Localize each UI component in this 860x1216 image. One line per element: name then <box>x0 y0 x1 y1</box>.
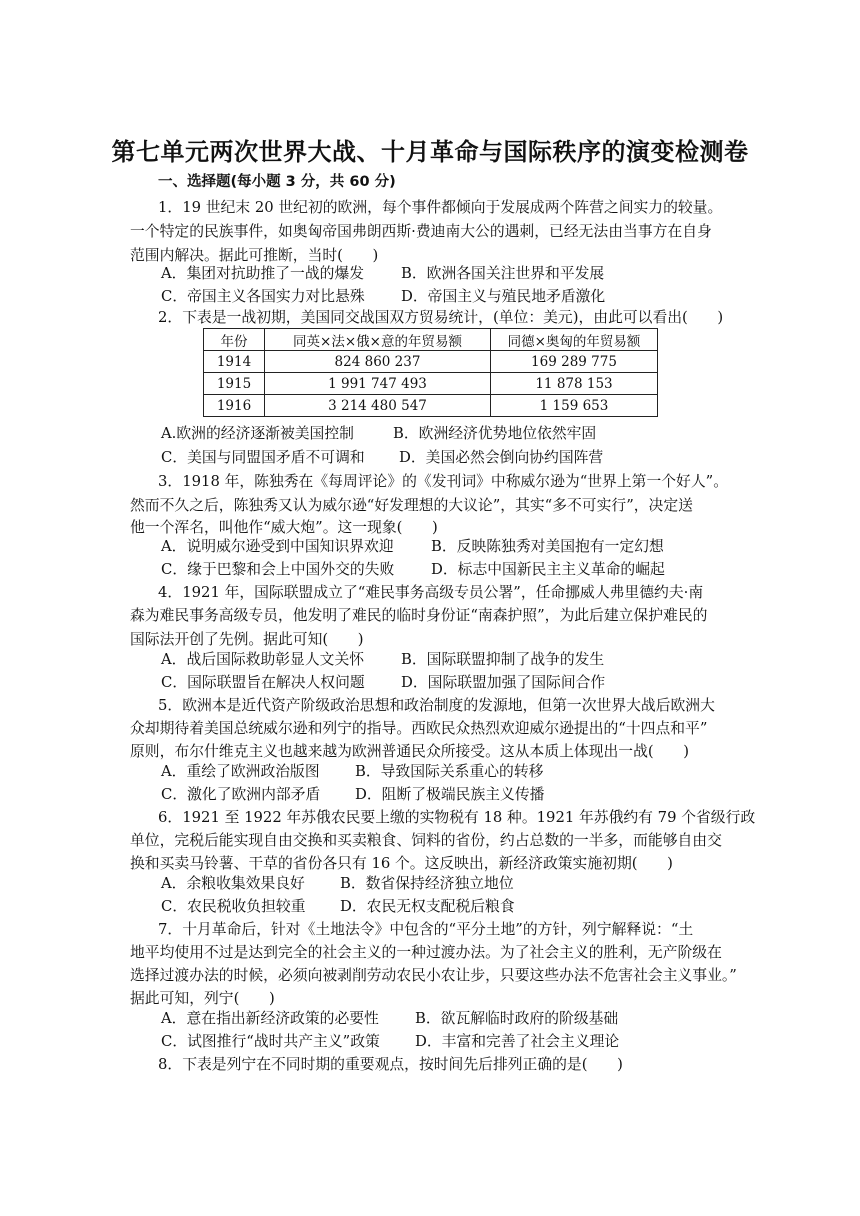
question-7-line-1: 7．十月革命后，针对《土地法令》中包含的“平分土地”的方针，列宁解释说：“土 <box>158 921 694 938</box>
table-cell: 3 214 480 547 <box>265 395 491 417</box>
table-header: 年份 <box>204 329 265 351</box>
question-7-option-a: A．意在指出新经济政策的必要性 <box>161 1010 379 1027</box>
table-cell: 824 860 237 <box>265 351 491 373</box>
question-2-option-d: D．美国必然会倒向协约国阵营 <box>399 449 604 466</box>
question-4-line-2: 森为难民事务高级专员，他发明了难民的临时身份证“南森护照”，为此后建立保护难民的 <box>130 607 708 624</box>
question-3-option-d: D．标志中国新民主主义革命的崛起 <box>431 561 665 578</box>
question-7-option-b: B．欲瓦解临时政府的阶级基础 <box>415 1010 619 1027</box>
question-5-option-c: C．激化了欧洲内部矛盾 <box>161 786 321 803</box>
question-7-line-4: 据此可知，列宁( ) <box>130 990 275 1007</box>
table-cell: 11 878 153 <box>491 373 658 395</box>
question-2-option-b: B．欧洲经济优势地位依然牢固 <box>393 425 597 442</box>
table-row <box>204 395 658 417</box>
question-5-line-2: 众却期待着美国总统威尔逊和列宁的指导。西欧民众热烈欢迎威尔逊提出的“十四点和平” <box>130 720 708 737</box>
question-4-option-c: C．国际联盟旨在解决人权问题 <box>161 674 365 691</box>
question-4-line-3: 国际法开创了先例。据此可知( ) <box>130 631 364 648</box>
question-3-option-b: B．反映陈独秀对美国抱有一定幻想 <box>431 538 664 555</box>
question-3-line-3: 他一个浑名，叫他作“威大炮”。这一现象( ) <box>130 519 438 536</box>
table-header-row <box>204 329 658 351</box>
question-5-option-a: A．重绘了欧洲政治版图 <box>161 763 320 780</box>
question-5-option-d: D．阻断了极端民族主义传播 <box>355 786 545 803</box>
question-4-option-b: B．国际联盟抑制了战争的发生 <box>401 651 605 668</box>
question-4-option-a: A．战后国际救助彰显人文关怀 <box>161 651 365 668</box>
table-row <box>204 373 658 395</box>
question-2-option-a: A.欧洲的经济逐渐被美国控制 <box>161 425 354 442</box>
question-5-line-3: 原则，布尔什维克主义也越来越为欧洲普通民众所接受。这从本质上体现出一战( ) <box>130 743 690 760</box>
question-1-option-b: B．欧洲各国关注世界和平发展 <box>401 265 605 282</box>
question-6-option-d: D．农民无权支配税后粮食 <box>340 898 515 915</box>
question-6-line-2: 单位，完税后能实现自由交换和买卖粮食、饲料的省份，约占总数的一半多，而能够自由交 <box>130 832 722 849</box>
table-header: 同德×奥匈的年贸易额 <box>491 329 658 351</box>
trade-table <box>203 328 658 417</box>
question-5-line-1: 5．欧洲本是近代资产阶级政治思想和政治制度的发源地，但第一次世界大战后欧洲大 <box>158 697 715 714</box>
question-6-option-c: C．农民税收负担较重 <box>161 898 306 915</box>
table-cell: 1914 <box>204 351 265 373</box>
question-3-option-a: A．说明威尔逊受到中国知识界欢迎 <box>161 538 394 555</box>
question-6-line-1: 6．1921 至 1922 年苏俄农民要上缴的实物税有 18 种。1921 年苏俄约有 79 个省级行政 <box>158 809 756 826</box>
question-1-option-a: A．集团对抗助推了一战的爆发 <box>161 265 365 282</box>
question-6-line-3: 换和买卖马铃薯、干草的省份各只有 16 个。这反映出，新经济政策实施初期( ) <box>130 855 673 872</box>
question-1-option-d: D．帝国主义与殖民地矛盾激化 <box>401 288 606 305</box>
question-1-line-2: 一个特定的民族事件，如奥匈帝国弗朗西斯·费迪南大公的遇刺，已经无法由当事方在自身 <box>130 223 712 240</box>
question-2-option-c: C．美国与同盟国矛盾不可调和 <box>161 449 365 466</box>
question-3-option-c: C．缘于巴黎和会上中国外交的失败 <box>161 561 395 578</box>
section-heading: 一、选择题(每小题 3 分，共 60 分) <box>158 174 396 190</box>
table-cell: 169 289 775 <box>491 351 658 373</box>
question-4-line-1: 4．1921 年，国际联盟成立了“难民事务高级专员公署”，任命挪威人弗里德约夫·南 <box>158 584 704 601</box>
question-6-option-a: A．余粮收集效果良好 <box>161 875 305 892</box>
table-row <box>204 351 658 373</box>
table-cell: 1 159 653 <box>491 395 658 417</box>
question-7-line-2: 地平均使用不过是达到完全的社会主义的一种过渡办法。为了社会主义的胜利，无产阶级在 <box>130 944 722 961</box>
question-7-option-d: D．丰富和完善了社会主义理论 <box>415 1033 620 1050</box>
question-3-line-1: 3．1918 年，陈独秀在《每周评论》的《发刊词》中称威尔逊为“世界上第一个好人”。 <box>158 473 729 490</box>
question-8-line-1: 8．下表是列宁在不同时期的重要观点，按时间先后排列正确的是( ) <box>158 1056 623 1073</box>
page-title: 第七单元两次世界大战、十月革命与国际秩序的演变检测卷 <box>111 138 749 166</box>
question-6-option-b: B．数省保持经济独立地位 <box>340 875 514 892</box>
question-4-option-d: D．国际联盟加强了国际间合作 <box>401 674 606 691</box>
question-1-line-3: 范围内解决。据此可推断，当时( ) <box>130 247 379 264</box>
table-cell: 1916 <box>204 395 265 417</box>
question-1-line-1: 1．19 世纪末 20 世纪初的欧洲，每个事件都倾向于发展成两个阵营之间实力的较量。 <box>158 199 723 216</box>
question-1-option-c: C．帝国主义各国实力对比悬殊 <box>161 288 365 305</box>
question-5-option-b: B．导致国际关系重心的转移 <box>355 763 544 780</box>
table-cell: 1 991 747 493 <box>265 373 491 395</box>
question-7-option-c: C．试图推行“战时共产主义”政策 <box>161 1033 380 1050</box>
question-2-line-1: 2．下表是一战初期，美国同交战国双方贸易统计，(单位：美元)，由此可以看出( ) <box>158 309 724 326</box>
table-header: 同英×法×俄×意的年贸易额 <box>265 329 491 351</box>
question-7-line-3: 选择过渡办法的时候，必须向被剥削劳动农民小农让步，只要这些办法不危害社会主义事业。” <box>130 967 737 984</box>
table-cell: 1915 <box>204 373 265 395</box>
question-3-line-2: 然而不久之后，陈独秀又认为威尔逊“好发理想的大议论”，其实“多不可实行”，决定送 <box>130 497 693 514</box>
